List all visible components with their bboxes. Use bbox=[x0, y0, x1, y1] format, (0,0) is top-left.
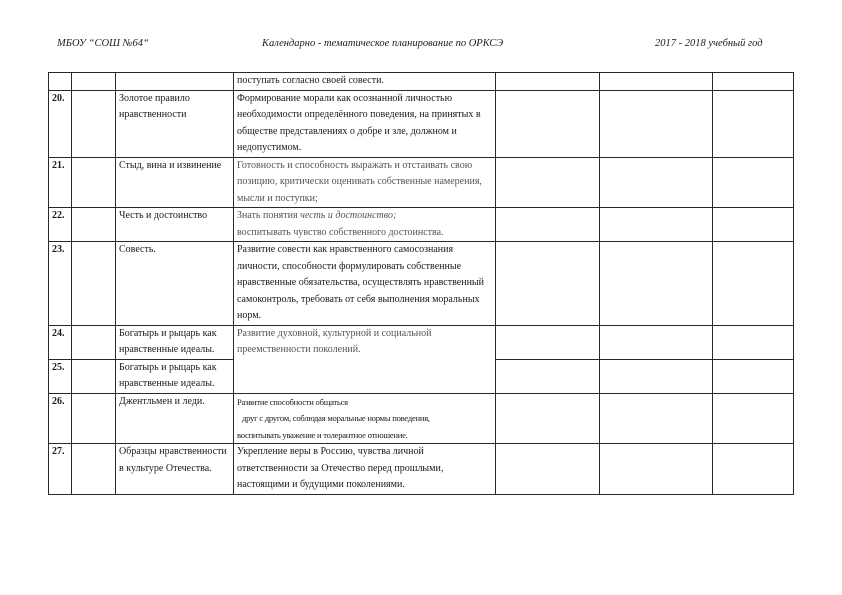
empty-cell bbox=[600, 444, 713, 495]
topic-cell: Богатырь и рыцарь как нравственные идеалы. bbox=[116, 325, 234, 359]
empty-cell bbox=[600, 393, 713, 444]
row-number: 22. bbox=[49, 208, 72, 242]
topic-cell: Золотое правило нравственности bbox=[116, 90, 234, 157]
empty-cell bbox=[600, 242, 713, 326]
empty-cell bbox=[72, 73, 116, 91]
row-number: 23. bbox=[49, 242, 72, 326]
row-number: 25. bbox=[49, 359, 72, 393]
empty-cell bbox=[713, 90, 794, 157]
table-row bbox=[49, 444, 794, 495]
table-row bbox=[49, 157, 794, 208]
topic-cell: Совесть. bbox=[116, 242, 234, 326]
empty-cell bbox=[496, 157, 600, 208]
empty-cell bbox=[72, 325, 116, 359]
topic-cell: Образцы нравственности в культуре Отечества. bbox=[116, 444, 234, 495]
topic-cell: Честь и достоинство bbox=[116, 208, 234, 242]
empty-cell bbox=[496, 325, 600, 359]
row-number: 26. bbox=[49, 393, 72, 444]
empty-cell bbox=[72, 393, 116, 444]
empty-cell bbox=[496, 393, 600, 444]
content-cell: поступать согласно своей совести. bbox=[234, 73, 496, 91]
header-school: МБОУ “СОШ №64“ bbox=[57, 38, 149, 49]
content-text: Знать понятия bbox=[237, 210, 301, 221]
empty-cell bbox=[72, 157, 116, 208]
empty-cell bbox=[496, 444, 600, 495]
topic-cell: Джентльмен и леди. bbox=[116, 393, 234, 444]
content-cell bbox=[234, 208, 496, 242]
row-number: 21. bbox=[49, 157, 72, 208]
empty-cell bbox=[713, 157, 794, 208]
empty-cell bbox=[600, 208, 713, 242]
empty-cell bbox=[72, 242, 116, 326]
header-year: 2017 - 2018 учебный год bbox=[655, 38, 763, 49]
content-cell: Развитие духовной, культурной и социальной преемственности поколений. bbox=[234, 325, 496, 393]
table-row bbox=[49, 242, 794, 326]
content-cell bbox=[234, 393, 496, 444]
topic-cell: Богатырь и рыцарь как нравственные идеалы. bbox=[116, 359, 234, 393]
content-cell: Укрепление веры в Россию, чувства личной ответственности за Отечество перед прошлыми, настоящими и будущими поколениями. bbox=[234, 444, 496, 495]
empty-cell bbox=[600, 359, 713, 393]
empty-cell bbox=[713, 73, 794, 91]
content-line: Развитие способности общаться bbox=[237, 396, 348, 407]
empty-cell bbox=[496, 359, 600, 393]
table-row bbox=[49, 393, 794, 444]
empty-cell bbox=[600, 325, 713, 359]
planning-table bbox=[48, 72, 794, 495]
row-number: 24. bbox=[49, 325, 72, 359]
content-cell: Формирование морали как осознанной личностью необходимости определённого поведения, на принятых в обществе представлениях о добре и зле, должном и недопустимом. bbox=[234, 90, 496, 157]
row-number: 20. bbox=[49, 90, 72, 157]
empty-cell bbox=[496, 73, 600, 91]
table-row bbox=[49, 90, 794, 157]
content-text: воспитывать чувство собственного достоинства. bbox=[237, 226, 444, 238]
empty-cell bbox=[713, 359, 794, 393]
empty-cell bbox=[496, 242, 600, 326]
row-number: 27. bbox=[49, 444, 72, 495]
table-row bbox=[49, 73, 794, 91]
topic-cell: Стыд, вина и извинение bbox=[116, 157, 234, 208]
empty-cell bbox=[72, 444, 116, 495]
empty-cell bbox=[713, 444, 794, 495]
empty-cell bbox=[72, 208, 116, 242]
empty-cell bbox=[496, 90, 600, 157]
empty-cell bbox=[713, 208, 794, 242]
empty-cell bbox=[713, 393, 794, 444]
content-emphasis: честь и достоинство; bbox=[300, 210, 397, 221]
empty-cell bbox=[496, 208, 600, 242]
topic-cell bbox=[116, 73, 234, 91]
empty-cell bbox=[713, 242, 794, 326]
header-title: Календарно - тематическое планирование по ОРКСЭ bbox=[262, 38, 504, 49]
content-cell: Готовность и способность выражать и отстаивать свою позицию, критически оценивать собственные намерения, мысли и поступки; bbox=[234, 157, 496, 208]
empty-cell bbox=[600, 73, 713, 91]
table-row bbox=[49, 208, 794, 242]
empty-cell bbox=[713, 325, 794, 359]
empty-cell bbox=[72, 359, 116, 393]
table-row bbox=[49, 325, 794, 359]
content-cell: Развитие совести как нравственного самосознания личности, способности формулировать собственные нравственные обязательства, осуществлять нравственный самоконтроль, требовать от себя выполнения моральных норм. bbox=[234, 242, 496, 326]
empty-cell bbox=[72, 90, 116, 157]
content-line: друг с другом, соблюдая моральные нормы поведения, bbox=[242, 413, 430, 423]
empty-cell bbox=[600, 157, 713, 208]
content-line: воспитывать уважение и толерантное отношение. bbox=[237, 429, 408, 440]
row-number bbox=[49, 73, 72, 91]
empty-cell bbox=[600, 90, 713, 157]
